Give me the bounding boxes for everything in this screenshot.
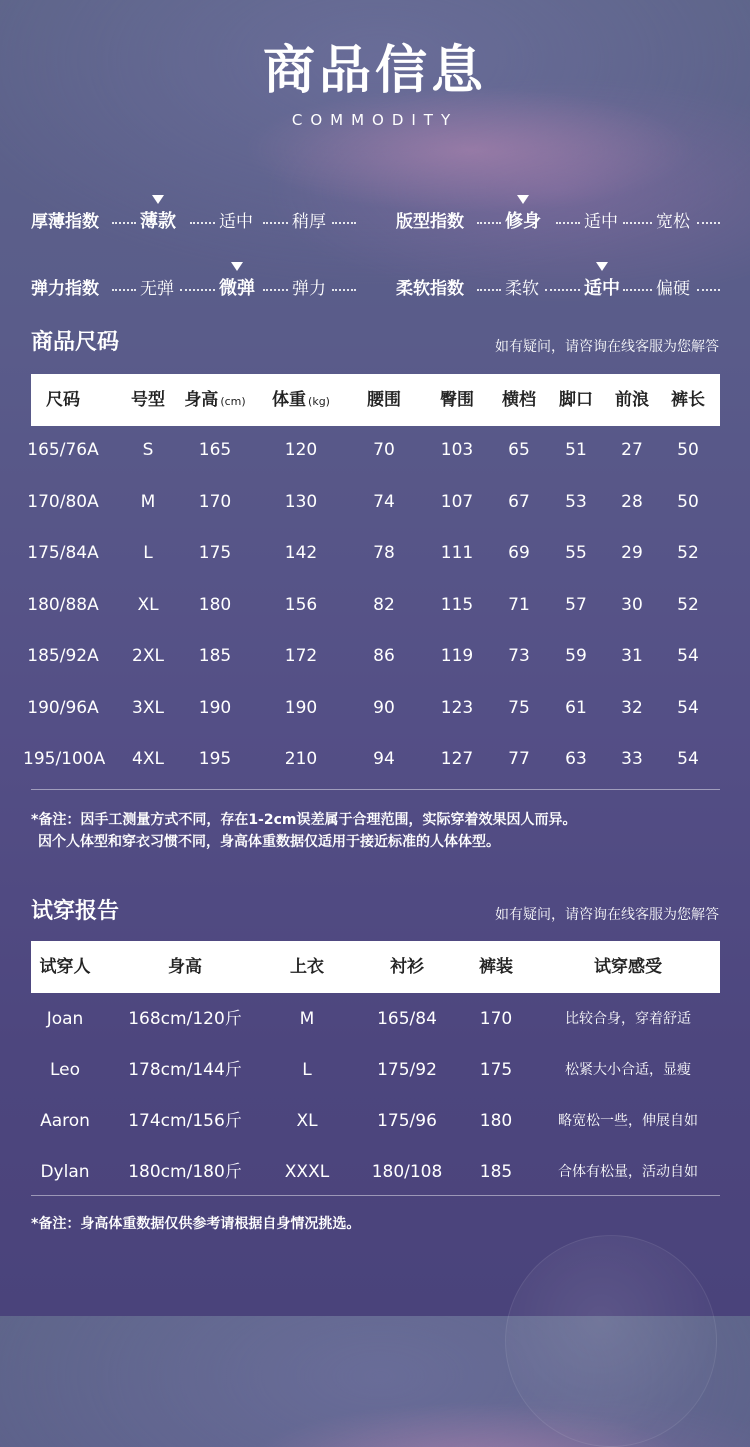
size-cell: 115 <box>440 594 474 615</box>
trial-cell: XXXL <box>284 1162 330 1182</box>
trial-cell: 180 <box>479 1111 513 1131</box>
size-cell: 2XL <box>132 646 164 666</box>
trial-table-row <box>0 1095 750 1147</box>
size-cell: 54 <box>677 646 699 666</box>
header-text: 前浪 <box>615 390 649 410</box>
size-cell: 71 <box>508 594 530 615</box>
size-header-cell <box>602 374 662 426</box>
dotted-leader <box>623 289 652 291</box>
trial-cell: Dylan <box>40 1162 90 1182</box>
header-text: 腰围 <box>367 390 401 410</box>
dotted-leader <box>556 222 580 224</box>
size-cell: 170 <box>198 491 232 512</box>
size-cell: 185 <box>198 646 232 666</box>
trial-cell: 174cm/156斤 <box>128 1111 242 1131</box>
trial-cell: 180/108 <box>371 1162 443 1182</box>
index-option: 无弹 <box>140 279 174 299</box>
index-option-selected: 微弹 <box>219 278 255 299</box>
size-cell: 61 <box>565 697 587 718</box>
selected-marker-icon <box>596 262 608 271</box>
size-cell: 190 <box>284 697 318 718</box>
size-section-note: 如有疑问，请咨询在线客服为您解答 <box>495 339 719 355</box>
index-label: 柔软指数 <box>396 279 464 299</box>
size-cell: 103 <box>440 440 474 460</box>
trial-cell: 170 <box>479 1009 513 1029</box>
header-text: 体重 <box>272 390 307 410</box>
size-cell: 50 <box>677 440 699 460</box>
header-text: 尺码 <box>46 390 80 410</box>
selected-marker-icon <box>517 195 529 204</box>
trial-cell: M <box>299 1009 315 1029</box>
size-cell: 175/84A <box>27 543 99 563</box>
size-header-cell <box>489 374 549 426</box>
index-label: 版型指数 <box>396 212 464 232</box>
trial-header-cell: 裤装 <box>479 957 513 977</box>
trial-cell: 松紧大小合适，显瘦 <box>565 1062 691 1078</box>
size-cell: 195 <box>198 749 232 769</box>
trial-cell: 略宽松一些，伸展自如 <box>558 1113 698 1129</box>
size-cell: 123 <box>440 697 474 718</box>
selected-marker-icon <box>231 262 243 271</box>
selected-marker-icon <box>152 195 164 204</box>
size-table-row <box>0 424 750 476</box>
trial-header-cell: 试穿感受 <box>594 957 662 977</box>
size-table-row <box>0 527 750 579</box>
page-title: 商品信息 <box>262 41 487 101</box>
size-cell: 3XL <box>132 697 164 718</box>
size-cell: 195/100A <box>23 749 106 769</box>
size-cell: 28 <box>621 491 643 512</box>
size-cell: 4XL <box>132 749 164 769</box>
size-header-cell <box>354 374 414 426</box>
size-cell: 70 <box>373 440 395 460</box>
index-option: 宽松 <box>656 212 690 232</box>
trial-header-cell: 试穿人 <box>39 957 91 977</box>
size-cell: 165/76A <box>27 440 99 460</box>
size-cell: 190/96A <box>27 697 99 718</box>
dotted-leader <box>623 222 652 224</box>
size-header-cell <box>23 374 103 426</box>
trial-cell: 合体有松量，活动自如 <box>558 1164 698 1180</box>
size-cell: 172 <box>284 646 318 666</box>
index-option: 适中 <box>219 212 253 232</box>
trial-cell: 比较合身，穿着舒适 <box>565 1011 691 1027</box>
size-table-divider <box>31 789 720 790</box>
index-option-selected: 修身 <box>505 211 541 232</box>
header-unit: (cm) <box>220 395 246 408</box>
size-cell: 54 <box>677 697 699 718</box>
index-option: 偏硬 <box>656 279 690 299</box>
size-cell: 74 <box>373 491 395 512</box>
size-header-cell <box>170 374 260 428</box>
header-text: 横档 <box>502 390 536 410</box>
trial-cell: 175/92 <box>377 1060 437 1080</box>
trial-cell: 168cm/120斤 <box>128 1009 242 1029</box>
trial-cell: L <box>302 1060 312 1080</box>
size-cell: 111 <box>440 543 474 563</box>
size-cell: 27 <box>621 440 643 460</box>
header-text: 裤长 <box>671 390 705 410</box>
trial-cell: 185 <box>479 1162 513 1182</box>
size-cell: 65 <box>508 440 530 460</box>
header-text: 身高 <box>184 390 219 410</box>
size-cell: 82 <box>373 594 395 615</box>
size-header-cell <box>658 374 718 426</box>
size-cell: 210 <box>284 749 318 769</box>
header-text: 臀围 <box>440 390 474 410</box>
size-cell: 180/88A <box>27 594 99 615</box>
size-table-row <box>0 682 750 734</box>
size-cell: 120 <box>284 440 318 460</box>
trial-section-title: 试穿报告 <box>31 899 120 924</box>
trial-table-divider <box>31 1195 720 1196</box>
index-label: 弹力指数 <box>31 279 99 299</box>
size-cell: S <box>142 440 154 460</box>
size-cell: 51 <box>565 440 587 460</box>
size-cell: 107 <box>440 491 474 512</box>
size-footnote-line2: 因个人体型和穿衣习惯不同，身高体重数据仅适用于接近标准的人体体型。 <box>38 834 500 850</box>
size-cell: 50 <box>677 491 699 512</box>
size-cell: 53 <box>565 491 587 512</box>
dotted-leader <box>545 289 580 291</box>
size-cell: 130 <box>284 491 318 512</box>
size-table-row <box>0 476 750 528</box>
size-cell: 156 <box>284 594 318 615</box>
index-option: 柔软 <box>505 279 539 299</box>
dotted-leader <box>477 222 501 224</box>
size-cell: 77 <box>508 749 530 769</box>
moon-decoration <box>505 1235 717 1447</box>
size-cell: 190 <box>198 697 232 718</box>
size-table-header <box>31 374 720 426</box>
size-cell: 185/92A <box>27 646 99 666</box>
size-cell: 30 <box>621 594 643 615</box>
trial-header-cell: 身高 <box>168 957 202 977</box>
size-section-title: 商品尺码 <box>31 330 120 355</box>
size-cell: 119 <box>440 646 474 666</box>
size-table-row <box>0 630 750 682</box>
trial-cell: Joan <box>46 1009 84 1029</box>
size-header-cell <box>427 374 487 426</box>
trial-header-cell: 衬衫 <box>390 957 424 977</box>
size-cell: 31 <box>621 646 643 666</box>
trial-cell: Leo <box>49 1060 81 1080</box>
size-cell: 59 <box>565 646 587 666</box>
header-text: 脚口 <box>559 390 593 410</box>
size-cell: 75 <box>508 697 530 718</box>
size-cell: 165 <box>198 440 232 460</box>
trial-table-row <box>0 1044 750 1096</box>
size-cell: 55 <box>565 543 587 563</box>
index-row-fit <box>0 207 750 237</box>
trial-table-row <box>0 1146 750 1198</box>
trial-cell: 178cm/144斤 <box>128 1060 242 1080</box>
size-header-cell <box>118 374 178 426</box>
size-cell: 67 <box>508 491 530 512</box>
size-cell: 170/80A <box>27 491 99 512</box>
dotted-leader <box>697 222 720 224</box>
size-cell: 52 <box>677 594 699 615</box>
size-cell: XL <box>137 594 159 615</box>
size-cell: 52 <box>677 543 699 563</box>
index-option: 适中 <box>584 212 618 232</box>
size-cell: 63 <box>565 749 587 769</box>
size-cell: 54 <box>677 749 699 769</box>
size-cell: M <box>140 491 156 512</box>
trial-table-header <box>31 941 720 993</box>
trial-cell: 165/84 <box>377 1009 437 1029</box>
dotted-leader <box>477 289 501 291</box>
size-cell: 142 <box>284 543 318 563</box>
trial-table-row <box>0 993 750 1045</box>
trial-cell: 180cm/180斤 <box>128 1162 242 1182</box>
index-label: 厚薄指数 <box>31 212 99 232</box>
size-header-cell <box>256 374 346 428</box>
size-footnote-line1: *备注：因手工测量方式不同，存在1-2cm误差属于合理范围，实际穿着效果因人而异。 <box>31 812 577 828</box>
trial-header-cell: 上衣 <box>290 957 324 977</box>
trial-footnote: *备注：身高体重数据仅供参考请根据自身情况挑选。 <box>31 1216 361 1232</box>
size-cell: 69 <box>508 543 530 563</box>
size-cell: 90 <box>373 697 395 718</box>
index-option-selected: 薄款 <box>140 211 176 232</box>
size-header-cell <box>546 374 606 426</box>
size-table-row <box>0 733 750 785</box>
size-table-row <box>0 579 750 631</box>
trial-cell: 175/96 <box>377 1111 437 1131</box>
index-option: 弹力 <box>292 279 326 299</box>
size-cell: 73 <box>508 646 530 666</box>
index-option-selected: 适中 <box>584 278 620 299</box>
index-row-softness <box>0 274 750 304</box>
size-cell: 127 <box>440 749 474 769</box>
size-cell: 175 <box>198 543 232 563</box>
size-cell: 29 <box>621 543 643 563</box>
size-cell: 180 <box>198 594 232 615</box>
dotted-leader <box>697 289 720 291</box>
header-unit: (kg) <box>308 395 330 408</box>
trial-cell: XL <box>296 1111 318 1131</box>
trial-section-note: 如有疑问，请咨询在线客服为您解答 <box>495 907 719 923</box>
size-cell: 86 <box>373 646 395 666</box>
trial-cell: Aaron <box>40 1111 90 1131</box>
size-cell: 57 <box>565 594 587 615</box>
page-subtitle: COMMODITY <box>291 111 459 129</box>
header-text: 号型 <box>131 390 165 410</box>
index-option: 稍厚 <box>292 212 326 232</box>
size-cell: L <box>143 543 153 563</box>
size-cell: 33 <box>621 749 643 769</box>
size-cell: 32 <box>621 697 643 718</box>
size-cell: 78 <box>373 543 395 563</box>
size-cell: 94 <box>373 749 395 769</box>
trial-cell: 175 <box>479 1060 513 1080</box>
